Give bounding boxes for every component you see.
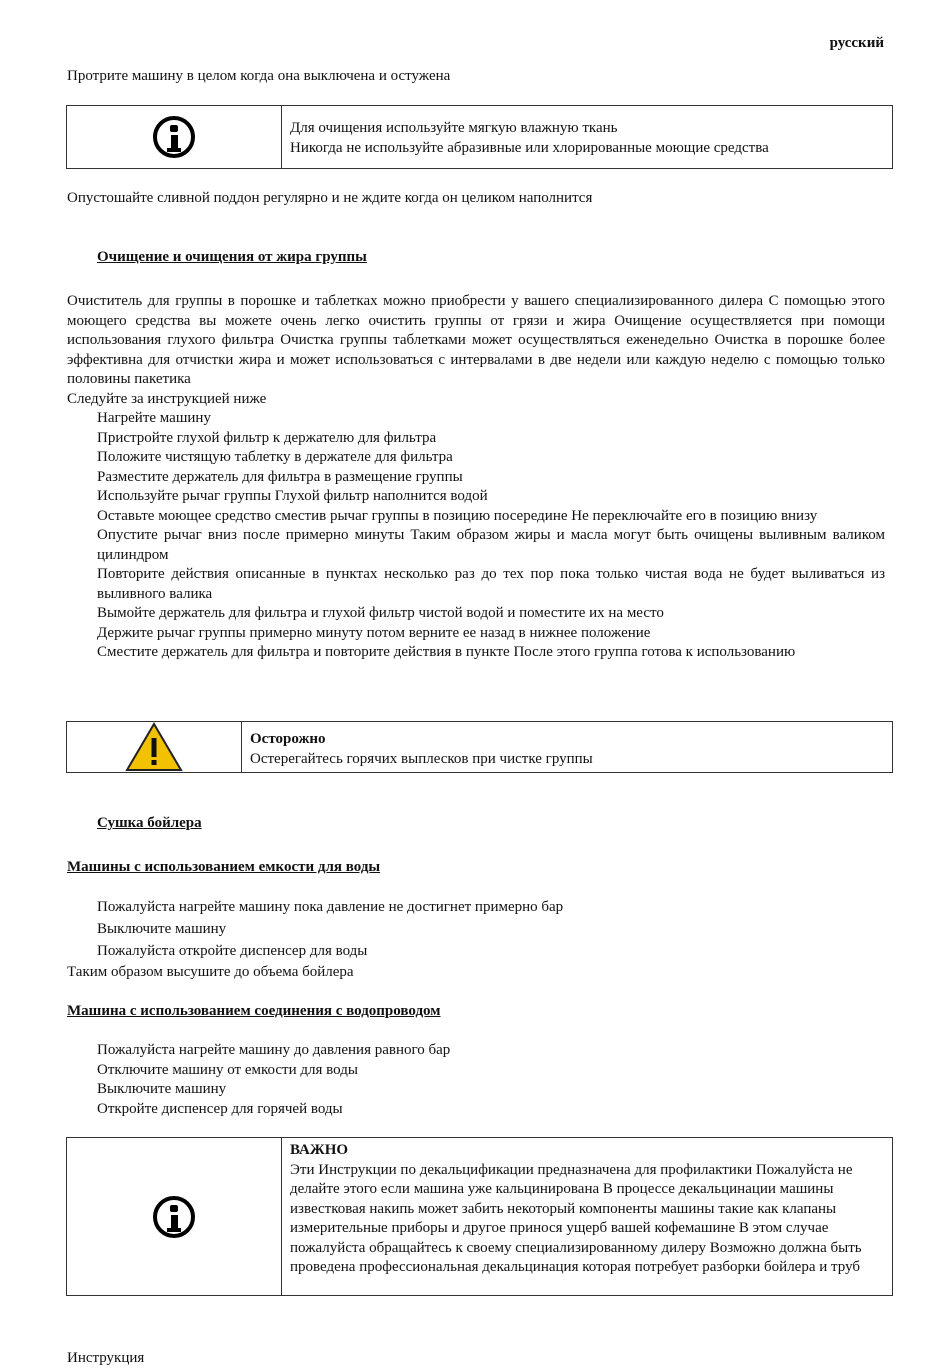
info-icon-cell [67, 106, 282, 168]
important-title: ВАЖНО [290, 1142, 349, 1158]
list-item: Выключите машину [97, 921, 227, 937]
list-item: Используйте рычаг группы Глухой фильтр наполнится водой [97, 488, 488, 504]
warning-note-box [66, 721, 893, 773]
list-item: Повторите действия описанные в пунктах несколько раз до тех пор пока только чистая вода не будет выливаться из выливного валика [97, 566, 885, 602]
language-label: русский [829, 35, 884, 51]
list-item: Выключите машину [97, 1081, 227, 1097]
list-item: Пожалуйста откройте диспенсер для воды [97, 943, 368, 959]
list-item: Пожалуйста нагрейте машину до давления равного бар [97, 1042, 451, 1058]
wipe-instruction: Протрите машину в целом когда она выключена и остужена [67, 68, 451, 84]
warning-text: Остерегайтесь горячих выплесков при чистке группы [250, 750, 593, 767]
group-cleaning-paragraph: Очиститель для группы в порошке и таблетках можно приобрести у вашего специализированного дилера С помощью этого моющего средства вы можете очень легко очистить группы от грязи и жира Очищение осуществляется при помощи использования глухого фильтра Очистка группы таблетками может осуществляться еженедельно Очистка в порошке более эффективна для отчистки жира и может использоваться с интервалами в две недели или каждую неделю с помощью только половины пакетика [67, 293, 885, 387]
list-item: Пристройте глухой фильтр к держателю для фильтра [97, 429, 437, 446]
group-cleaning-steps [97, 409, 885, 663]
info-note-box [66, 105, 893, 169]
list-item: Откройте диспенсер для горячей воды [97, 1100, 343, 1117]
important-note-box [66, 1137, 893, 1296]
boiler-drying-heading-text: Сушка бойлера [97, 815, 202, 831]
warning-icon-cell [67, 722, 242, 772]
list-item: Нагрейте машину [97, 410, 211, 426]
important-text: Эти Инструкции по декальцификации предназначена для профилактики Пожалуйста не делайте этого если машина уже кальцинирована В процессе декальцинации машины известковая накипь может забить некоторый компоненты машины такие как клапаны измерительные приборы и другое принося ущерб вашей кофемашине В этом случае пожалуйста обращайтесь к своему специализированному дилеру Возможно должна быть проведена профессиональная декальцинация которая потребует разборки бойлера и труб [290, 1161, 862, 1275]
footer-label: Инструкция [67, 1350, 145, 1366]
info-icon [153, 116, 195, 158]
info-note-line-2: Никогда не используйте абразивные или хлорированные моющие средства [290, 139, 769, 156]
important-note-text [282, 1138, 878, 1295]
warning-title: Осторожно [250, 731, 326, 747]
boiler-drying-heading [67, 814, 202, 834]
group-cleaning-heading-text: Очищение и очищения от жира группы [97, 249, 367, 265]
warning-note-text [242, 722, 601, 772]
important-icon-cell [67, 1138, 282, 1295]
list-item: Опустите рычаг вниз после примерно минуты Таким образом жиры и масла могут быть очищены выливным валиком цилиндром [97, 527, 885, 563]
list-item: Оставьте моющее средство сместив рычаг группы в позицию посередине Не переключайте его в позицию внизу [97, 507, 818, 524]
follow-instructions: Следуйте за инструкцией ниже [67, 391, 267, 407]
list-item: Положите чистящую таблетку в держателе для фильтра [97, 449, 453, 465]
warning-icon [125, 722, 183, 772]
list-item: Держите рычаг группы примерно минуту потом верните ее назад в нижнее положение [97, 624, 651, 641]
group-cleaning-heading [67, 248, 367, 268]
list-item: Отключите машину от емкости для воды [97, 1061, 358, 1078]
tank-result: Таким образом высушите до объема бойлера [67, 964, 354, 980]
list-item: Вымойте держатель для фильтра и глухой фильтр чистой водой и поместите их на место [97, 605, 664, 621]
tank-machines-heading: Машины с использованием емкости для воды [67, 859, 381, 875]
list-item: Сместите держатель для фильтра и повторите действия в пункте После этого группа готова к использованию [97, 644, 796, 660]
info-note-line-1: Для очищения используйте мягкую влажную ткань [290, 120, 618, 136]
plumbed-steps [97, 1041, 885, 1119]
list-item: Пожалуйста нагрейте машину пока давление не достигнет примерно бар [97, 899, 564, 915]
info-icon [153, 1196, 195, 1238]
tank-steps [97, 896, 885, 962]
plumbed-machines-heading: Машина с использованием соединения с водопроводом [67, 1003, 441, 1019]
list-item: Разместите держатель для фильтра в размещение группы [97, 468, 463, 485]
drip-tray-instruction: Опустошайте сливной поддон регулярно и не ждите когда он целиком наполнится [67, 190, 593, 206]
info-note-text [282, 106, 777, 168]
